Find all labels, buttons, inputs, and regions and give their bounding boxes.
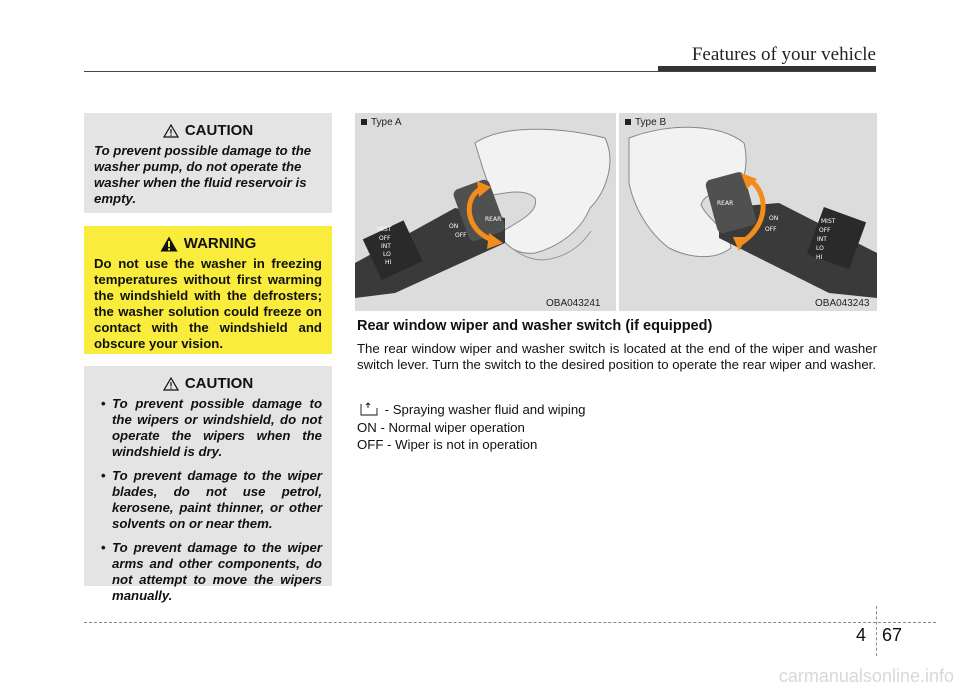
washer-position-line: - Spraying washer fluid and wiping [357, 402, 586, 417]
warning-box-freezing [84, 226, 332, 354]
lever-label: HI [385, 259, 392, 266]
chapter-number: 4 [856, 625, 867, 645]
lever-label: OFF [819, 227, 831, 234]
lever-label: ON [449, 223, 459, 230]
wiper-lever-illustration-a [355, 113, 616, 311]
off-position-line: OFF - Wiper is not in operation [357, 437, 538, 452]
warning-text: Do not use the washer in freezing temperatures without first warming the windshield with the defrosters; the washer solution could freeze on contact with the windshield and obscure your vision. [94, 256, 322, 352]
caution-bullet: • To prevent damage to the wiper blades, do not use petrol, kerosene, paint thinner, or other solvents on or near them. [94, 468, 322, 532]
page-header-title: Features of your vehicle [691, 44, 876, 65]
caution-text: To prevent possible damage to the washer pump, do not operate the washer when the fluid reservoir is empty. [94, 143, 312, 206]
wiper-lever-illustration-b [619, 113, 877, 311]
figure-code: OBA043241 [546, 298, 601, 309]
lever-label: REAR [485, 216, 502, 223]
caution-bullet: • To prevent possible damage to the wipers or windshield, do not operate the wipers when the windshield is dry. [94, 396, 322, 460]
lever-label: INT [817, 236, 827, 243]
caution-triangle-icon [163, 377, 179, 391]
caution-title: CAUTION [184, 375, 254, 392]
header-rule-thin [84, 71, 876, 72]
footer-divider [876, 606, 877, 656]
caution-box-washer-pump [84, 113, 332, 213]
figure-type-label: Type B [625, 117, 666, 128]
lever-label: REAR [717, 200, 734, 207]
warning-triangle-icon [160, 236, 178, 252]
on-position-line: ON - Normal wiper operation [357, 420, 525, 435]
figure-code: OBA043243 [815, 298, 870, 309]
warning-heading [94, 236, 322, 252]
caution-bullet: • To prevent damage to the wiper arms and other components, do not attempt to move the wipers manually. [94, 540, 322, 604]
lever-label: HI [816, 254, 823, 261]
page-number: 67 [882, 625, 903, 645]
lever-label: ON [769, 215, 779, 222]
section-title: Rear window wiper and washer switch (if equipped) [357, 318, 713, 334]
caution-bullet-list [94, 396, 322, 604]
figure-type-label: Type A [361, 117, 402, 128]
lever-label: INT [381, 243, 391, 250]
caution-triangle-icon [163, 124, 179, 138]
lever-label: OFF [379, 235, 391, 242]
caution-title: CAUTION [184, 122, 254, 139]
watermark: carmanualsonline.info [778, 666, 954, 686]
lever-label: MIST [377, 226, 392, 233]
lever-label: LO [383, 251, 391, 258]
lever-label: LO [816, 245, 824, 252]
washer-spray-icon [357, 402, 381, 417]
caution-heading [94, 376, 322, 392]
lever-label: MIST [821, 218, 836, 225]
section-body: The rear window wiper and washer switch is located at the end of the wiper and washer switch lever. Turn the switch to the desired position to operate the rear wiper and washer. [357, 341, 877, 372]
figure-type-b [619, 113, 877, 311]
figure-type-a [355, 113, 616, 311]
footer-rule [84, 622, 936, 623]
lever-label: OFF [455, 232, 467, 239]
warning-title: WARNING [183, 235, 257, 252]
caution-box-wipers [84, 366, 332, 603]
lever-label: OFF [765, 226, 777, 233]
caution-heading [94, 123, 322, 139]
